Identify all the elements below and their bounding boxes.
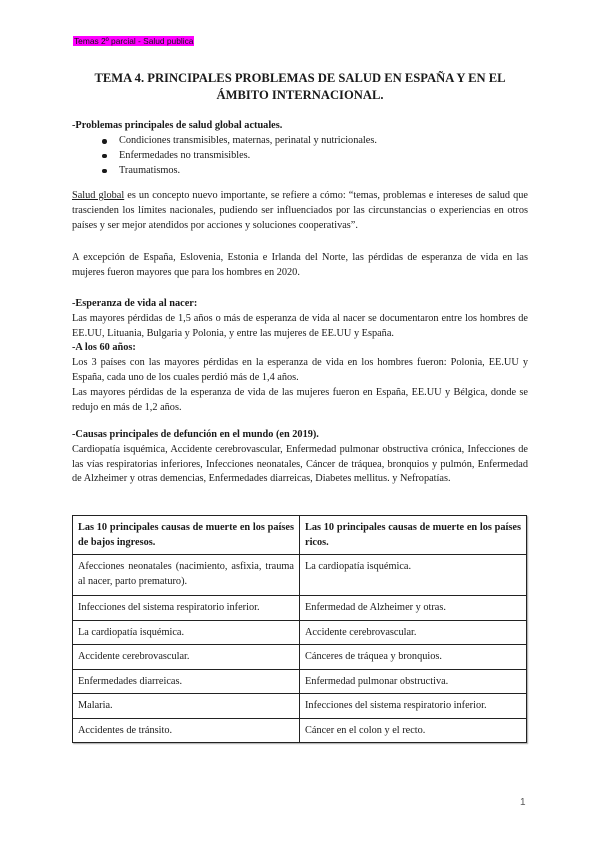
list-item: Enfermedades no transmisibles. — [72, 149, 528, 164]
life-expectancy-text: Las mayores pérdidas de 1,5 años o más de esperanza de vida al nacer se documentaron entre los hombres de EE.UU, Lituania, Bulgaria y Polonia, y entre las mujeres de EE.UU y España. — [72, 312, 528, 339]
salud-global-term: Salud global — [72, 190, 125, 201]
cell-rich: Infecciones del sistema respiratorio inferior. — [300, 694, 527, 719]
table-row — [73, 694, 527, 719]
page-number: 1 — [520, 797, 526, 808]
life-expectancy-section — [72, 297, 528, 415]
table-row — [73, 620, 527, 645]
cell-low-income: La cardiopatía isquémica. — [73, 620, 300, 645]
causes-of-death-table — [72, 515, 527, 743]
women-60-text: Las mayores pérdidas de la esperanza de vida de las mujeres fueron en España, EE.UU y Bélgica, donde se redujo en más de 1,2 años. — [72, 386, 528, 413]
cell-rich: Cánceres de tráquea y bronquios. — [300, 645, 527, 670]
cell-rich: La cardiopatía isquémica. — [300, 555, 527, 596]
table-row — [73, 718, 527, 743]
section-heading-life-expectancy: -Esperanza de vida al nacer: — [72, 298, 198, 309]
document-title: TEMA 4. PRINCIPALES PROBLEMAS DE SALUD EN ESPAÑA Y EN EL ÁMBITO INTERNACIONAL. — [94, 71, 506, 102]
table-row — [73, 645, 527, 670]
table-row — [73, 555, 527, 596]
header-low-income: Las 10 principales causas de muerte en los países de bajos ingresos. — [73, 516, 300, 555]
section-heading-problems: -Problemas principales de salud global actuales. — [72, 120, 283, 131]
exception-paragraph: A excepción de España, Eslovenia, Estonia e Irlanda del Norte, las pérdidas de esperanza de vida en las mujeres fueron mayores que para los hombres en 2020. — [72, 252, 528, 278]
table-row — [73, 596, 527, 621]
cell-low-income: Infecciones del sistema respiratorio inferior. — [73, 596, 300, 621]
salud-global-paragraph — [72, 189, 528, 233]
running-header: Temas 2º parcial - Salud publica — [74, 36, 194, 46]
table-row — [73, 669, 527, 694]
cell-low-income: Accidente cerebrovascular. — [73, 645, 300, 670]
causes-section — [72, 428, 528, 487]
cell-low-income: Afecciones neonatales (nacimiento, asfixia, trauma al nacer, parto prematuro). — [73, 555, 300, 596]
men-60-text: Los 3 países con las mayores pérdidas en la esperanza de vida en los hombres fueron: Polonia, EE.UU y España, cada uno de los cuales perdió más de 1,4 años. — [72, 357, 528, 383]
salud-global-definition: es un concepto nuevo importante, se refiere a cómo: “temas, problemas e intereses de salud que trascienden los límites nacionales, pudiendo ser influenciados por las circunstancias o experiencias en otros países y ser mejor atendidos por acciones y soluciones cooperativas”. — [72, 190, 528, 231]
cell-low-income: Malaria. — [73, 694, 300, 719]
section-subheading-60: -A los 60 años: — [72, 342, 136, 354]
problems-list — [72, 134, 528, 178]
list-item: Traumatismos. — [72, 164, 528, 179]
cell-low-income: Accidentes de tránsito. — [73, 718, 300, 743]
header-rich: Las 10 principales causas de muerte en los países ricos. — [300, 516, 527, 555]
table-header-row — [73, 516, 527, 555]
cell-rich: Enfermedad de Alzheimer y otras. — [300, 596, 527, 621]
causes-text: Cardiopatía isquémica, Accidente cerebrovascular, Enfermedad pulmonar obstructiva crónica, Infecciones de las vías respiratorias inferiores, Infecciones neonatales, Cáncer de tráquea, bronquios y pulmón, Enfermedad de Alzheimer y otras demencias, Enfermedades diarreicas, Diabetes mellitus. y Nefropatías. — [72, 443, 528, 485]
cell-rich: Accidente cerebrovascular. — [300, 620, 527, 645]
cell-rich: Cáncer en el colon y el recto. — [300, 718, 527, 743]
cell-low-income: Enfermedades diarreicas. — [73, 669, 300, 694]
cell-rich: Enfermedad pulmonar obstructiva. — [300, 669, 527, 694]
list-item: Condiciones transmisibles, maternas, perinatal y nutricionales. — [72, 134, 528, 149]
section-heading-causes: -Causas principales de defunción en el mundo (en 2019). — [72, 429, 319, 440]
